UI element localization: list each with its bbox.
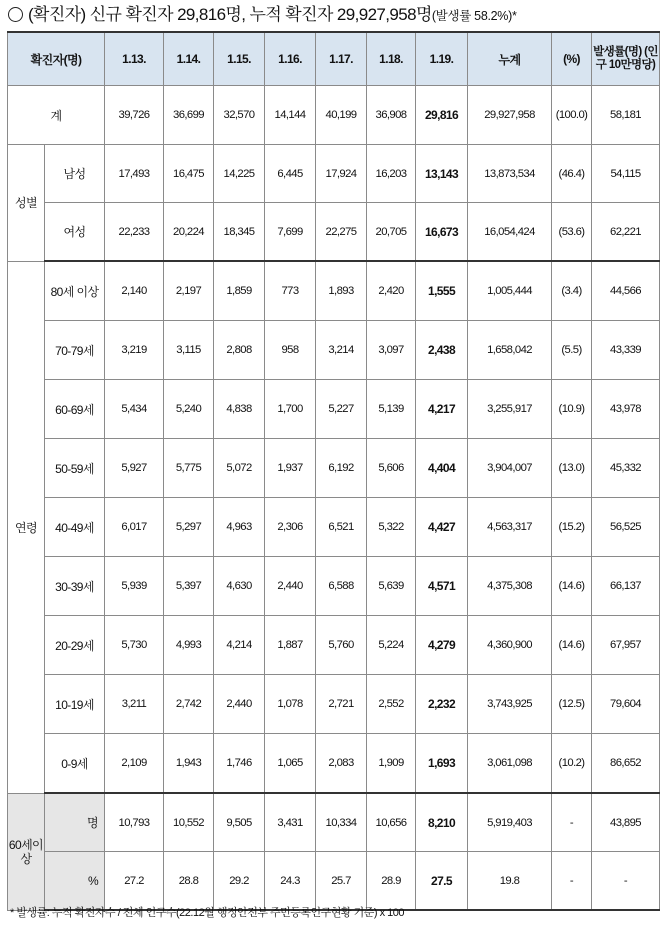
header-cell: 1.14. — [164, 32, 214, 86]
row-label: 10-19세 — [45, 675, 105, 734]
table-cell: 958 — [265, 321, 316, 380]
table-cell: 3,211 — [105, 675, 164, 734]
table-row — [8, 675, 660, 734]
table-row — [8, 321, 660, 380]
table-cell: 6,588 — [316, 557, 367, 616]
table-cell: 27.5 — [416, 852, 468, 911]
table-cell: 5,139 — [367, 380, 416, 439]
table-row-total — [8, 86, 660, 145]
table-cell: 62,221 — [592, 203, 660, 262]
table-cell: 79,604 — [592, 675, 660, 734]
table-cell: 1,893 — [316, 261, 367, 321]
row-label: 20-29세 — [45, 616, 105, 675]
table-cell: 6,521 — [316, 498, 367, 557]
row-label: 60-69세 — [45, 380, 105, 439]
table-cell: 28.8 — [164, 852, 214, 911]
table-cell: 2,109 — [105, 734, 164, 794]
table-cell: 3,061,098 — [468, 734, 552, 794]
table-cell: 10,656 — [367, 793, 416, 852]
table-cell: 1,065 — [265, 734, 316, 794]
table-cell: 58,181 — [592, 86, 660, 145]
table-cell: 1,859 — [214, 261, 265, 321]
table-cell: 16,054,424 — [468, 203, 552, 262]
table-cell: 5,939 — [105, 557, 164, 616]
group-label-sex: 성별 — [8, 145, 45, 262]
table-cell: 5,072 — [214, 439, 265, 498]
table-cell: 773 — [265, 261, 316, 321]
table-row — [8, 557, 660, 616]
table-cell: 1,700 — [265, 380, 316, 439]
table-cell: (10.2) — [552, 734, 592, 794]
table-row — [8, 380, 660, 439]
table-cell: 1,005,444 — [468, 261, 552, 321]
table-cell: 1,937 — [265, 439, 316, 498]
row-label: 명 — [45, 793, 105, 852]
header-cell: (%) — [552, 32, 592, 86]
table-cell: (46.4) — [552, 145, 592, 203]
header-cell: 1.17. — [316, 32, 367, 86]
table-cell: 2,721 — [316, 675, 367, 734]
table-cell: - — [592, 852, 660, 911]
table-cell: 5,606 — [367, 439, 416, 498]
row-label: 남성 — [45, 145, 105, 203]
table-cell: (14.6) — [552, 557, 592, 616]
table-cell: (3.4) — [552, 261, 592, 321]
table-cell: 16,475 — [164, 145, 214, 203]
table-cell: 13,873,534 — [468, 145, 552, 203]
table-cell: 36,908 — [367, 86, 416, 145]
table-cell: 8,210 — [416, 793, 468, 852]
table-cell: 6,445 — [265, 145, 316, 203]
table-row — [8, 439, 660, 498]
table-cell: 2,140 — [105, 261, 164, 321]
group-label-over60: 60세이상 — [8, 793, 45, 910]
table-cell: 43,339 — [592, 321, 660, 380]
table-cell: 29.2 — [214, 852, 265, 911]
row-label: 50-59세 — [45, 439, 105, 498]
table-cell: 7,699 — [265, 203, 316, 262]
table-cell: 66,137 — [592, 557, 660, 616]
table-cell: (10.9) — [552, 380, 592, 439]
table-cell: 18,345 — [214, 203, 265, 262]
table-cell: 4,993 — [164, 616, 214, 675]
table-cell: 5,240 — [164, 380, 214, 439]
table-cell: 27.2 — [105, 852, 164, 911]
table-cell: (13.0) — [552, 439, 592, 498]
table-cell: 3,097 — [367, 321, 416, 380]
table-cell: 2,808 — [214, 321, 265, 380]
table-cell: 5,227 — [316, 380, 367, 439]
table-cell: 2,306 — [265, 498, 316, 557]
circle-bullet-icon — [8, 7, 23, 22]
header-cell: 1.19. — [416, 32, 468, 86]
table-cell: 4,217 — [416, 380, 468, 439]
table-cell: 6,192 — [316, 439, 367, 498]
table-cell: - — [552, 793, 592, 852]
table-cell: 1,943 — [164, 734, 214, 794]
table-row — [8, 734, 660, 794]
header-cell: 1.13. — [105, 32, 164, 86]
table-cell: 1,555 — [416, 261, 468, 321]
table-cell: 5,224 — [367, 616, 416, 675]
table-cell: 2,438 — [416, 321, 468, 380]
table-cell: 4,279 — [416, 616, 468, 675]
table-cell: 16,673 — [416, 203, 468, 262]
table-cell: 40,199 — [316, 86, 367, 145]
table-cell: 5,919,403 — [468, 793, 552, 852]
table-cell: 3,115 — [164, 321, 214, 380]
table-cell: 56,525 — [592, 498, 660, 557]
table-cell: 86,652 — [592, 734, 660, 794]
row-label: 0-9세 — [45, 734, 105, 794]
table-cell: 4,563,317 — [468, 498, 552, 557]
headline-prefix: (확진자) — [28, 5, 86, 24]
table-cell: 20,705 — [367, 203, 416, 262]
table-cell: 3,255,917 — [468, 380, 552, 439]
table-cell: 5,760 — [316, 616, 367, 675]
table-cell: (12.5) — [552, 675, 592, 734]
table-row — [8, 261, 660, 321]
table-cell: 4,838 — [214, 380, 265, 439]
table-cell: 4,214 — [214, 616, 265, 675]
table-cell: 67,957 — [592, 616, 660, 675]
table-cell: 4,360,900 — [468, 616, 552, 675]
table-cell: 14,225 — [214, 145, 265, 203]
table-cell: 10,334 — [316, 793, 367, 852]
header-cell: 누계 — [468, 32, 552, 86]
table-cell: 3,431 — [265, 793, 316, 852]
table-cell: 4,427 — [416, 498, 468, 557]
confirmed-cases-table — [7, 31, 660, 911]
age-section — [8, 261, 660, 793]
table-cell: (53.6) — [552, 203, 592, 262]
table-cell: 3,219 — [105, 321, 164, 380]
table-cell: 1,909 — [367, 734, 416, 794]
table-cell: 3,743,925 — [468, 675, 552, 734]
table-cell: 5,730 — [105, 616, 164, 675]
table-cell: 28.9 — [367, 852, 416, 911]
header-row — [8, 32, 660, 86]
table-cell: 43,978 — [592, 380, 660, 439]
row-label: 40-49세 — [45, 498, 105, 557]
headline-suffix: (발생률 58.2%)* — [431, 9, 517, 23]
table-cell: 5,775 — [164, 439, 214, 498]
header-cell: 확진자(명) — [8, 32, 105, 86]
table-cell: 4,630 — [214, 557, 265, 616]
table-cell: 1,658,042 — [468, 321, 552, 380]
table-cell: 19.8 — [468, 852, 552, 911]
table-cell: 44,566 — [592, 261, 660, 321]
table-cell: 29,927,958 — [468, 86, 552, 145]
table-cell: 54,115 — [592, 145, 660, 203]
table-cell: 5,927 — [105, 439, 164, 498]
row-label: 여성 — [45, 203, 105, 262]
table-row — [8, 203, 660, 262]
table-cell: 5,397 — [164, 557, 214, 616]
table-cell: 3,214 — [316, 321, 367, 380]
table-cell: 1,887 — [265, 616, 316, 675]
table-cell: 1,693 — [416, 734, 468, 794]
row-label: 80세 이상 — [45, 261, 105, 321]
table-cell: 5,297 — [164, 498, 214, 557]
table-cell: 25.7 — [316, 852, 367, 911]
table-cell: 5,322 — [367, 498, 416, 557]
table-cell: 17,924 — [316, 145, 367, 203]
table-cell: (15.2) — [552, 498, 592, 557]
table-cell: - — [552, 852, 592, 911]
table-cell: 43,895 — [592, 793, 660, 852]
table-cell: 32,570 — [214, 86, 265, 145]
table-cell: 17,493 — [105, 145, 164, 203]
table-cell: 14,144 — [265, 86, 316, 145]
table-cell: 6,017 — [105, 498, 164, 557]
table-cell: 3,904,007 — [468, 439, 552, 498]
table-cell: 5,434 — [105, 380, 164, 439]
table-cell: 20,224 — [164, 203, 214, 262]
table-cell: 2,552 — [367, 675, 416, 734]
table-cell: (14.6) — [552, 616, 592, 675]
header-cell: 1.16. — [265, 32, 316, 86]
table-cell: 22,233 — [105, 203, 164, 262]
table-cell: 36,699 — [164, 86, 214, 145]
table-cell: 4,963 — [214, 498, 265, 557]
table-cell: (100.0) — [552, 86, 592, 145]
header-cell: 1.15. — [214, 32, 265, 86]
table-cell: 22,275 — [316, 203, 367, 262]
footnote: * 발생률: 누적 확진자수 / 전체 인구수(22.12월 행정안전부 주민등록인구현황 기준) x 100 — [10, 907, 404, 919]
table-cell: 2,083 — [316, 734, 367, 794]
header-cell: 1.18. — [367, 32, 416, 86]
table-row — [8, 145, 660, 203]
table-cell: 2,420 — [367, 261, 416, 321]
table-row — [8, 616, 660, 675]
table-cell: 4,404 — [416, 439, 468, 498]
table-cell: 4,571 — [416, 557, 468, 616]
table-row — [8, 852, 660, 911]
table-cell: 5,639 — [367, 557, 416, 616]
table-row — [8, 793, 660, 852]
table-cell: 45,332 — [592, 439, 660, 498]
table-cell: 39,726 — [105, 86, 164, 145]
table-cell: 29,816 — [416, 86, 468, 145]
table-cell: 9,505 — [214, 793, 265, 852]
table-cell: 10,793 — [105, 793, 164, 852]
table-cell: 2,440 — [265, 557, 316, 616]
table-cell: 24.3 — [265, 852, 316, 911]
table-cell: 13,143 — [416, 145, 468, 203]
table-cell: 10,552 — [164, 793, 214, 852]
group-label-age: 연령 — [8, 261, 45, 793]
row-label: % — [45, 852, 105, 911]
table-cell: 2,440 — [214, 675, 265, 734]
row-label: 30-39세 — [45, 557, 105, 616]
table-cell: 2,742 — [164, 675, 214, 734]
table-cell: 2,197 — [164, 261, 214, 321]
table-row — [8, 498, 660, 557]
table-cell: (5.5) — [552, 321, 592, 380]
table-cell: 2,232 — [416, 675, 468, 734]
table-cell: 1,078 — [265, 675, 316, 734]
table-cell: 4,375,308 — [468, 557, 552, 616]
headline-main: 신규 확진자 29,816명, 누적 확진자 29,927,958명 — [89, 5, 432, 24]
header-cell: 발생률(명) (인구 10만명당) — [592, 32, 660, 86]
row-label: 70-79세 — [45, 321, 105, 380]
table-cell: 1,746 — [214, 734, 265, 794]
headline — [8, 3, 517, 27]
row-label: 계 — [8, 86, 105, 145]
table-cell: 16,203 — [367, 145, 416, 203]
